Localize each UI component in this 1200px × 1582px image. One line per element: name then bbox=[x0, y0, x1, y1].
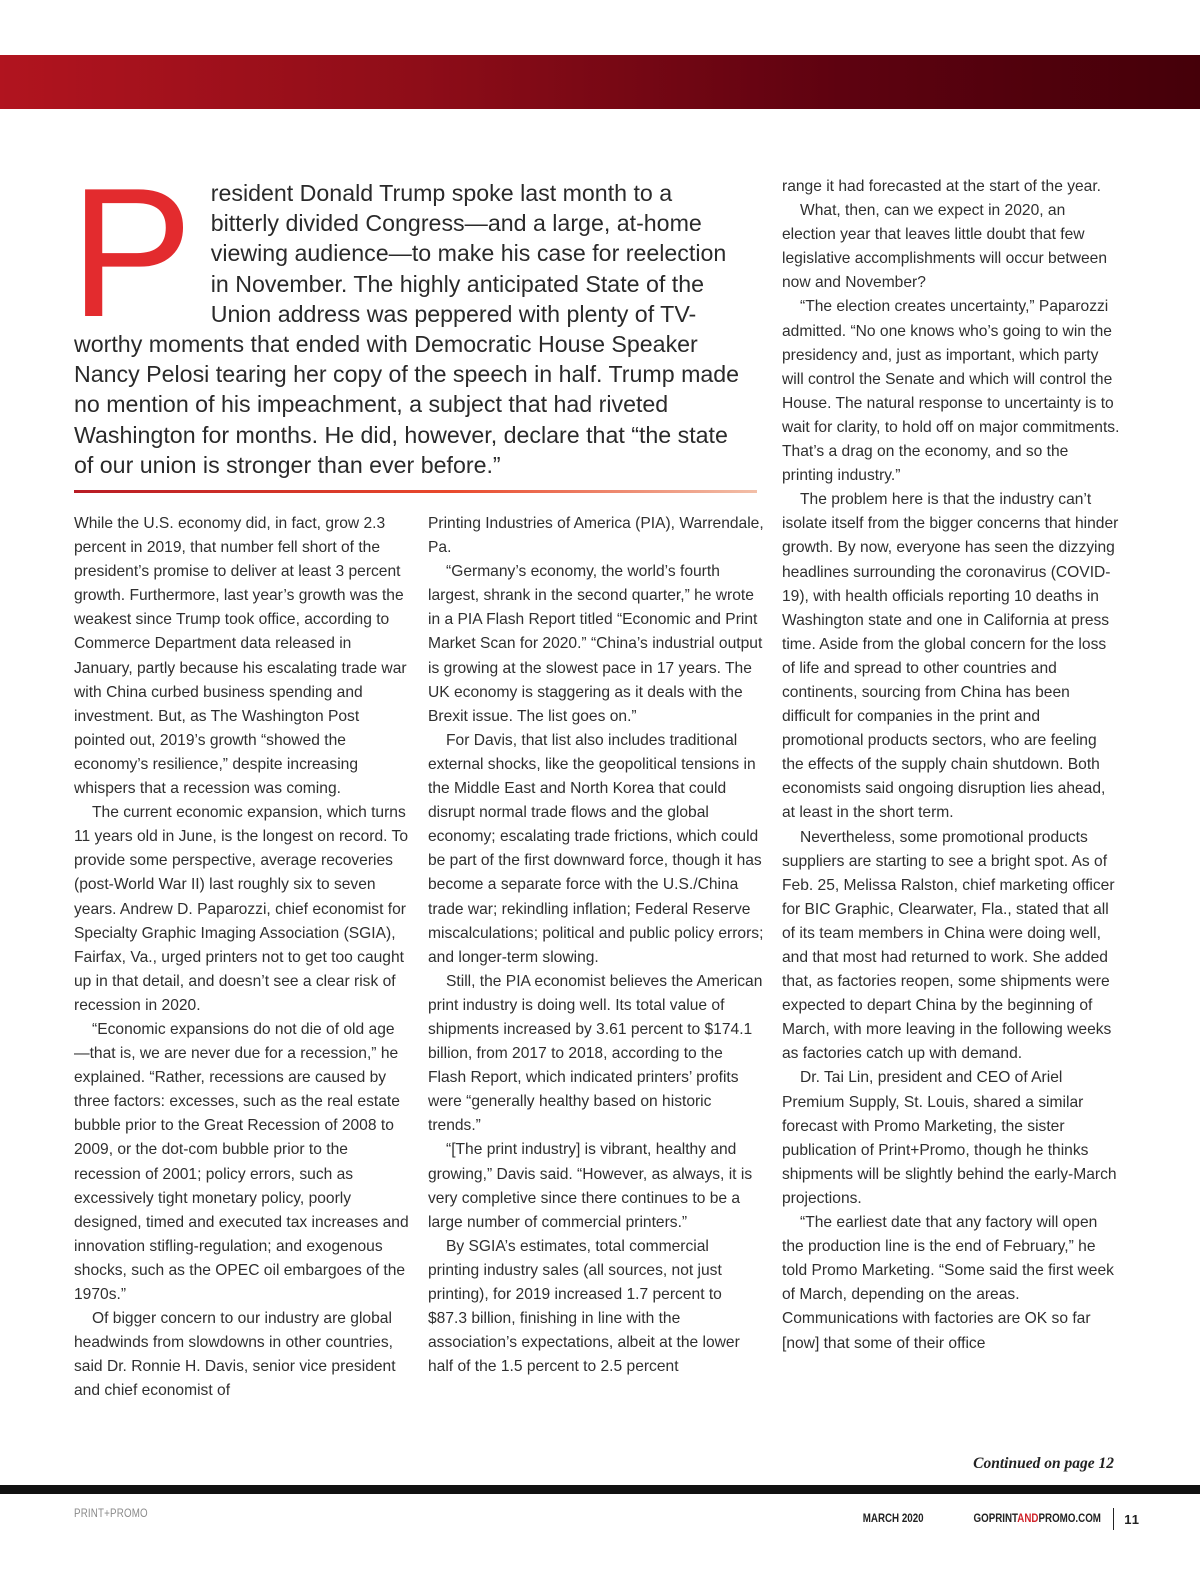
paragraph: By SGIA’s estimates, total commercial printing industry sales (all sources, not just printing), for 2019 increased 1.7 percent to $87.3 billion, finishing in line with the association’s expectations, albeit at the lower half of the 1.5 percent to 2.5 percent bbox=[428, 1237, 740, 1376]
paragraph: range it had forecasted at the start of the year. bbox=[782, 178, 1102, 195]
intro-text: resident Donald Trump spoke last month to a bitterly divided Congress—and a large, at-home viewing audience—to make his case for reelection in November. The highly anticipated State of the Union address was peppered with plenty of TV-worthy moments that ended with Democratic House Speaker Nancy Pelosi tearing her copy of the speech in half. Trump made no mention of his impeachment, a subject that had riveted Washington for months. He did, however, declare that “the state of our union is stronger than ever before.” bbox=[74, 180, 740, 478]
paragraph: Still, the PIA economist believes the American print industry is doing well. Its total value of shipments increased by 3.61 percent to $174.1 billion, from 2017 to 2018, according to the Flash Report, which indicated printers’ profits were “generally healthy based on historic trends.” bbox=[428, 972, 763, 1135]
continued-link[interactable]: Continued on page 12 bbox=[973, 1455, 1114, 1472]
article-column-1 bbox=[74, 512, 410, 1403]
publication-name: PRINT+PROMO bbox=[74, 1508, 148, 1520]
site-part: GOPRINT bbox=[973, 1513, 1018, 1525]
paragraph: For Davis, that list also includes traditional external shocks, like the geopolitical tensions in the Middle East and North Korea that could disrupt normal trade flows and the global economy; escalating trade frictions, which could be part of the first downward force, though it has become a separate force with the U.S./China trade war; rekindling inflation; Federal Reserve miscalculations; political and public policy errors; and longer-term slowing. bbox=[428, 731, 764, 966]
paragraph: Of bigger concern to our industry are global headwinds from slowdowns in other countries, said Dr. Ronnie H. Davis, senior vice president and chief economist of bbox=[74, 1310, 396, 1400]
footer-rule bbox=[0, 1485, 1200, 1494]
paragraph: While the U.S. economy did, in fact, grow 2.3 percent in 2019, that number fell short of the president’s promise to deliver at least 3 percent growth. Furthermore, last year’s growth was the weakest since Trump took office, according to Commerce Department data released in January, partly because his escalating trade war with China curbed business spending and investment. But, as The Washington Post pointed out, 2019’s growth “showed the economy’s resilience,” despite increasing whispers that a recession was coming. bbox=[74, 515, 407, 798]
paragraph: Dr. Tai Lin, president and CEO of Ariel Premium Supply, St. Louis, shared a similar forecast with Promo Marketing, the sister publication of Print+Promo, though he thinks shipments will be slightly behind the early-March projections. bbox=[782, 1069, 1117, 1207]
footer-divider bbox=[1113, 1508, 1114, 1530]
intro-divider bbox=[74, 490, 757, 493]
drop-cap: P bbox=[70, 149, 193, 355]
paragraph: What, then, can we expect in 2020, an election year that leaves little doubt that few legislative accomplishments will occur between now and November? bbox=[782, 202, 1108, 292]
paragraph: “The earliest date that any factory will open the production line is the end of February,” he told Promo Marketing. “Some said the first week of March, depending on the areas. Communications with factories are OK so far [now] that some of their office bbox=[782, 1214, 1114, 1352]
website-link[interactable] bbox=[974, 1513, 1101, 1525]
paragraph: The current economic expansion, which turns 11 years old in June, is the longest on record. To provide some perspective, average recoveries (post-World War II) last roughly six to seven years. Andrew D. Paparozzi, chief economist for Specialty Graphic Imaging Association (SGIA), Fairfax, Va., urged printers not to get too caught up in that detail, and doesn’t see a clear risk of recession in 2020. bbox=[74, 804, 409, 1014]
header-banner bbox=[0, 55, 1200, 109]
paragraph: The problem here is that the industry can’t isolate itself from the bigger concerns that hinder growth. By now, everyone has seen the dizzying headlines surrounding the coronavirus (COVID-19), with health officials reporting 10 deaths in Washington state and one in California at press time. Aside from the global concern for the loss of life and spread to other countries and continents, sourcing from China has been difficult for companies in the print and promotional products sectors, who are feeling the effects of the supply chain shutdown. Both economists said ongoing disruption lies ahead, at least in the short term. bbox=[782, 491, 1119, 822]
paragraph: “Economic expansions do not die of old age—that is, we are never due for a recession,” he explained. “Rather, recessions are caused by three factors: excesses, such as the real estate bubble prior to the Great Recession of 2008 to 2009, or the dot-com bubble prior to the recession of 2001; policy errors, such as excessively tight monetary policy, poorly designed, timed and executed tax increases and innovation stifling-regulation; and exogenous shocks, such as the OPEC oil embargoes of the 1970s.” bbox=[74, 1020, 409, 1303]
footer-info bbox=[852, 1508, 1140, 1530]
site-accent: AND bbox=[1017, 1513, 1039, 1525]
paragraph: Printing Industries of America (PIA), Warrendale, Pa. bbox=[428, 515, 764, 557]
page-number: 11 bbox=[1124, 1511, 1140, 1527]
article-column-3 bbox=[782, 175, 1120, 1356]
paragraph: “The election creates uncertainty,” Paparozzi admitted. “No one knows who’s going to win the presidency and, just as important, which party will control the Senate and which will control the House. The natural response to uncertainty is to wait for clarity, to hold off on major commitments. That’s a drag on the economy, and so the printing industry.” bbox=[782, 298, 1120, 485]
intro-paragraph bbox=[70, 149, 744, 480]
site-part: PROMO.COM bbox=[1038, 1513, 1102, 1525]
issue-date: MARCH 2020 bbox=[862, 1513, 924, 1525]
article-column-2 bbox=[428, 512, 764, 1379]
paragraph: Nevertheless, some promotional products suppliers are starting to see a bright spot. As of Feb. 25, Melissa Ralston, chief marketing officer for BIC Graphic, Clearwater, Fla., stated that all of its team members in China were doing well, and that most had returned to work. She added that, as factories reopen, some shipments were expected to depart China by the beginning of March, with more leaving in the following weeks as factories catch up with demand. bbox=[782, 828, 1115, 1063]
paragraph: “Germany’s economy, the world’s fourth largest, shrank in the second quarter,” he wrote in a PIA Flash Report titled “Economic and Print Market Scan for 2020.” “China’s industrial output is growing at the slowest pace in 17 years. The UK economy is staggering as it deals with the Brexit issue. The list goes on.” bbox=[428, 563, 763, 725]
paragraph: “[The print industry] is vibrant, healthy and growing,” Davis said. “However, as always, it is very completive since there continues to be a large number of commercial printers.” bbox=[428, 1141, 753, 1231]
